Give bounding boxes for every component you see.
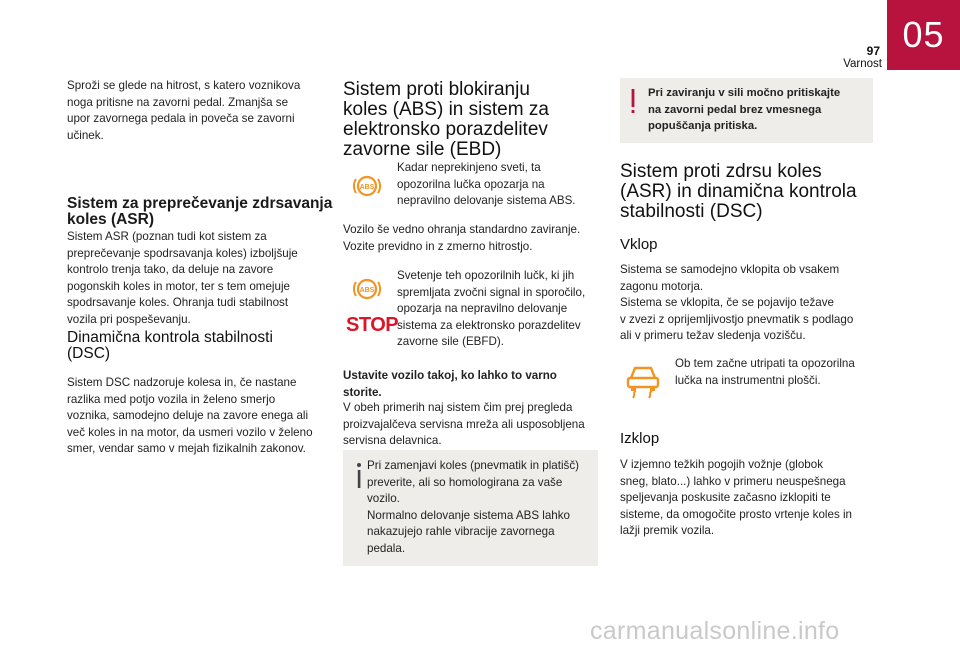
abs-icon-text: Kadar neprekinjeno sveti, ta opozorilna lučka opozarja na nepravilno delovanje sistema ABS. [397, 161, 576, 207]
info-box-text: Pri zamenjavi koles (pnevmatik in platišč) preverite, ali so homologirana za vaše vozilo. Normalno delovanje sistema ABS lahko nakazujejo rahle vibracije zavornega pedala. [367, 459, 579, 555]
stop-icon-label: STOP [346, 314, 399, 336]
skid-car-icon [623, 362, 663, 400]
abs-note: Vozilo še vedno ohranja standardno zaviranje. Vozite previdno in z zmerno hitrostjo. [343, 223, 581, 253]
stop-text: V obeh primerih naj sistem čim prej pregleda proizvajalčeva servisna mreža ali usposobljena servisna delavnica. [343, 401, 585, 447]
off-heading: Izklop [620, 430, 660, 447]
on-text: Sistema se samodejno vklopita ob vsakem zagonu motorja. Sistema se vklopita, če se pojavijo težave v zvezi z oprijemljivostjo pnevmatik s podlago ali v primeru težav sledenja vozišču. [620, 263, 854, 342]
info-box [343, 450, 598, 566]
chapter-tab: 05 [887, 0, 960, 70]
exclamation-icon [626, 88, 640, 116]
dsc-icon-text: Ob tem začne utripati ta opozorilna lučka na instrumentni plošči. [675, 357, 855, 387]
section-name: Varnost [843, 58, 882, 70]
warning-box-text: Pri zaviranju v sili močno pritiskajte na zavorni pedal brez vmesnega popuščanja pritiska. [648, 87, 841, 132]
info-icon [351, 462, 367, 490]
abs-warning-icon [351, 170, 383, 202]
page-number: 97 [866, 44, 880, 58]
abs-heading: Sistem proti blokiranju koles (ABS) in sistem za elektronsko porazdelitev zavorne sile (EBD) [343, 79, 549, 160]
dsc-heading: Dinamična kontrola stabilnosti (DSC) [67, 329, 273, 362]
asr-text: Sistem ASR (poznan tudi kot sistem za preprečevanje spodrsavanja koles) izboljšuje kontrolo trenja tako, da deluje na zavore pogonskih koles in motor, ter s tem omejuje spodrsavanje koles. Ohranja tudi stabilnost vozila pri pospeševanju. [67, 230, 298, 326]
abs-icon-label: ABS [359, 184, 375, 191]
on-heading: Vklop [620, 236, 658, 253]
asr-heading: Sistem za preprečevanje zdrsavanja koles (ASR) [67, 194, 333, 228]
dsc-text: Sistem DSC nadzoruje kolesa in, če nastane razlika med potjo vozila in želeno smerjo voznika, samodejno deluje na zavore enega ali več koles in na motor, da usmeri vozilo v želeno smer, vendar samo v mejah fizikalnih zakonov. [67, 376, 313, 455]
stop-warning-icon [346, 314, 399, 336]
warning-box [620, 78, 873, 143]
intro-text: Sproži se glede na hitrost, s katero voznikova noga pritisne na zavorni pedal. Zmanjša se upor zavornega pedala in poveča se zavorni učinek. [67, 79, 301, 142]
asr-dsc-heading: Sistem proti zdrsu koles (ASR) in dinamična kontrola stabilnosti (DSC) [620, 161, 857, 222]
abs-icon-label-2: ABS [359, 287, 375, 294]
watermark-text: carmanualsonline.info [590, 617, 840, 645]
stop-icon-text: Svetenje teh opozorilnih lučk, ki jih spremljata zvočni signal in sporočilo, opozarja na nepravilno delovanje sistema za elektronsko porazdelitev zavorne sile (EBFD). [397, 269, 586, 348]
stop-bold-text: Ustavite vozilo takoj, ko lahko to varno storite. [343, 369, 557, 399]
off-text: V izjemno težkih pogojih vožnje (globok sneg, blato...) lahko v primeru neuspešnega speljevanja poskusite začasno izklopiti te sisteme, da omogočite prosto vrtenje koles in lažji premik vozila. [620, 458, 852, 537]
abs-warning-icon-2 [351, 273, 383, 305]
